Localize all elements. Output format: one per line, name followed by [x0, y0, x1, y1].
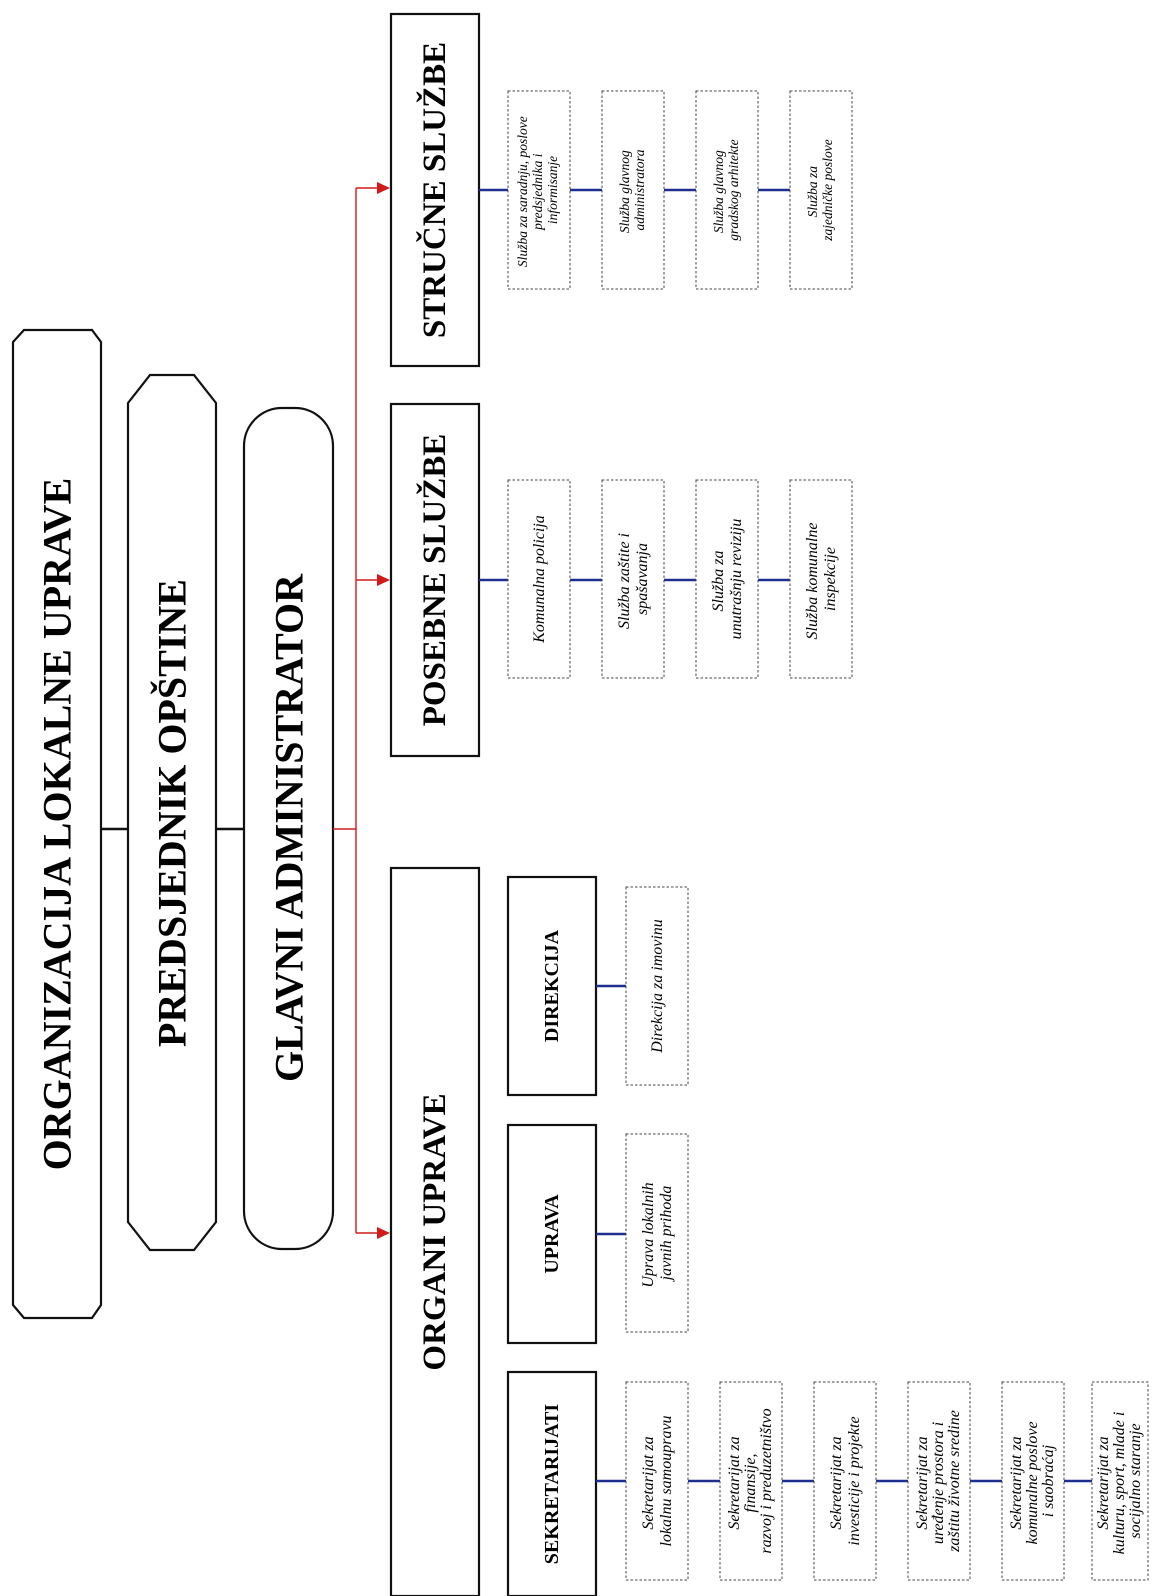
strucne-sluzbe-label: STRUČNE SLUŽBE — [417, 41, 453, 339]
sekretarijat-item-text: Sekretarijat za finansije, razvoj i preduzetništvo — [726, 1408, 775, 1554]
sekretarijat-item-text: Sekretarijat za kulturu, sport, mlade i socijalno staranje — [1095, 1411, 1144, 1555]
posebne-item-text: Komunalna policija — [531, 515, 548, 643]
sekretarijat-item-box — [814, 1382, 876, 1580]
uprava-label: UPRAVA — [541, 1194, 563, 1274]
arrow-posebne-icon — [377, 574, 390, 586]
sekretarijat-item-text: Sekretarijat za lokalnu samoupravu — [640, 1415, 675, 1547]
arrow-strucne-icon — [377, 182, 390, 194]
posebne-sluzbe-label: POSEBNE SLUŽBE — [417, 433, 453, 727]
sekretarijat-item-box — [626, 1382, 688, 1580]
direkcija-label: DIREKCIJA — [541, 929, 563, 1043]
strucne-item-text: Služba glavnog gradskog arhitekte — [711, 139, 741, 241]
strucne-item-text: Služba za saradnju, poslove predsjednika i informisanje — [515, 116, 560, 268]
title-text: ORGANIZACIJA LOKALNE UPRAVE — [34, 477, 80, 1171]
posebne-item-box — [696, 480, 758, 678]
administrator-text: GLAVNI ADMINISTRATOR — [266, 574, 312, 1082]
posebne-item-box — [790, 480, 852, 678]
posebne-item-text: Služba za unutrašnju reviziju — [710, 518, 745, 640]
arrow-organi-icon — [377, 1227, 390, 1239]
president-text: PREDSJEDNIK OPŠTINE — [149, 579, 195, 1047]
sekretarijati-label: SEKRETARIJATI — [541, 1403, 563, 1565]
posebne-item-text: Služba zaštite i spašavanja — [616, 532, 651, 630]
posebne-item-box — [602, 480, 664, 678]
sekretarijat-item-text: Sekretarijat za uređenje prostora i zaštitu životne sredine — [914, 1410, 963, 1552]
organi-uprave-label: ORGANI UPRAVE — [417, 1093, 453, 1371]
posebne-item-text: Služba komunalne inspekcije — [804, 522, 839, 640]
strucne-item-text: Služba glavnog administratora — [617, 149, 647, 234]
sekretarijat-item-text: Sekretarijat za investicije i projekte — [828, 1416, 863, 1546]
sekretarijat-item-text: Sekretarijat za komunalne poslove i saobraćaj — [1008, 1421, 1057, 1545]
direkcija-item-text: Direkcija za imovinu — [649, 919, 666, 1053]
strucne-item-text: Služba za zajedničke poslove — [805, 139, 835, 241]
uprava-item-text: Uprava lokalnih javnih prihoda — [640, 1182, 675, 1288]
uprava-item-box — [626, 1134, 688, 1332]
